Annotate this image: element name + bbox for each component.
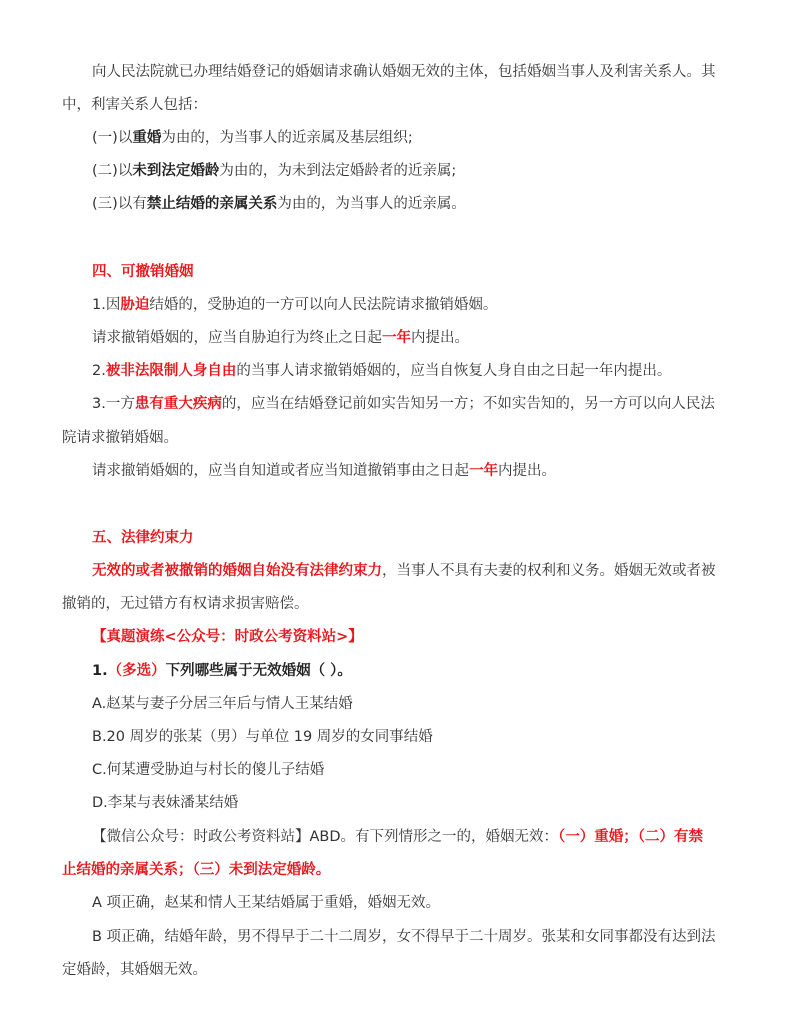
exam-answer-text: 【微信公众号：时政公考资料站】ABD。有下列情形之一的，婚姻无效：: [92, 829, 559, 845]
s4-p4-text: 的，应当在结婚登记前如实告知另一方；不如实告知的，另一方可以向人民法: [221, 396, 715, 412]
list-item-3-prefix: (三)以有: [92, 196, 147, 212]
s4-paragraph-4: [92, 394, 738, 414]
exam-answer-highlight: （一）重婚；（二）有禁: [558, 829, 704, 845]
exam-answer: [92, 827, 738, 847]
s4-p5-text: 内提出。: [498, 463, 556, 479]
s4-p5-highlight: 一年: [469, 463, 498, 479]
list-item-1-text: 为由的，为当事人的近亲属及基层组织;: [161, 130, 413, 146]
s4-p3-text: 的当事人请求撤销婚姻的，应当自恢复人身自由之日起一年内提出。: [236, 363, 672, 379]
list-item-1: [92, 128, 738, 148]
s4-p1-highlight: 胁迫: [120, 297, 150, 313]
list-item-2-keyword: 未到法定婚龄: [132, 163, 220, 179]
list-item-1-prefix: (一)以: [92, 130, 133, 146]
list-item-2-text: 为由的，为未到法定婚龄者的近亲属;: [219, 163, 457, 179]
exam-title: 【真题演练<公众号：时政公考资料站>】: [92, 629, 363, 645]
list-item-2-prefix: (二)以: [92, 163, 133, 179]
s4-p1-text: 结婚的，受胁迫的一方可以向人民法院请求撤销婚姻。: [149, 297, 498, 313]
s4-paragraph-5: [92, 461, 738, 481]
section-heading-4: 四、可撤销婚姻: [92, 264, 194, 280]
s4-p2-highlight: 一年: [382, 330, 411, 346]
exam-question-text: 下列哪些属于无效婚姻（ ）。: [165, 663, 352, 679]
s5-paragraph-1: [92, 561, 738, 581]
s4-paragraph-1: [92, 295, 738, 315]
s4-paragraph-2: [92, 328, 738, 348]
exam-option-c: C.何某遭受胁迫与村长的傻儿子结婚: [92, 762, 325, 778]
list-item-2: [92, 161, 738, 181]
exam-question-type: （多选）: [107, 663, 166, 679]
s5-paragraph-1-cont: 撤销的，无过错方有权请求损害赔偿。: [62, 596, 309, 612]
s4-p4-highlight: 患有重大疾病: [134, 396, 222, 412]
exam-option-a: A.赵某与妻子分居三年后与情人王某结婚: [92, 696, 353, 712]
s4-paragraph-4-cont: 院请求撤销婚姻。: [62, 430, 178, 446]
exam-option-b: B.20 周岁的张某（男）与单位 19 周岁的女同事结婚: [92, 729, 433, 745]
s4-p2-prefix: 请求撤销婚姻的，应当自胁迫行为终止之日起: [92, 330, 382, 346]
s4-p4-prefix: 3.一方: [92, 396, 135, 412]
s5-p1-text: ，当事人不具有夫妻的权利和义务。婚姻无效或者被: [382, 563, 716, 579]
list-item-3-keyword: 禁止结婚的亲属关系: [146, 196, 278, 212]
s4-p5-prefix: 请求撤销婚姻的，应当自知道或者应当知道撤销事由之日起: [92, 463, 469, 479]
s5-p1-highlight: 无效的或者被撤销的婚姻自始没有法律约束力: [92, 563, 382, 579]
s4-paragraph-3: [92, 361, 738, 381]
section-heading-5: 五、法律约束力: [92, 530, 194, 546]
exam-explanation-a: A 项正确，赵某和情人王某结婚属于重婚，婚姻无效。: [92, 895, 441, 911]
exam-answer-cont: 止结婚的亲属关系；（三）未到法定婚龄。: [62, 862, 331, 878]
list-item-3-text: 为由的，为当事人的近亲属。: [277, 196, 466, 212]
s4-p3-prefix: 2.: [92, 363, 106, 379]
exam-question: [92, 661, 738, 681]
paragraph-intro-line-2: 中，利害关系人包括：: [62, 97, 207, 113]
list-item-3: [92, 194, 738, 214]
paragraph-intro-line-1: 向人民法院就已办理结婚登记的婚姻请求确认婚姻无效的主体，包括婚姻当事人及利害关系人。其: [92, 64, 716, 80]
exam-explanation-b-cont: 定婚龄，其婚姻无效。: [62, 962, 207, 978]
s4-p1-prefix: 1.因: [92, 297, 121, 313]
s4-p3-highlight: 被非法限制人身自由: [105, 363, 237, 379]
exam-question-number: 1.: [92, 663, 108, 679]
s4-p2-text: 内提出。: [411, 330, 469, 346]
exam-explanation-b: B 项正确，结婚年龄，男不得早于二十二周岁，女不得早于二十周岁。张某和女同事都没有达到法: [92, 929, 716, 945]
list-item-1-keyword: 重婚: [132, 130, 162, 146]
exam-option-d: D.李某与表妹潘某结婚: [92, 795, 239, 811]
